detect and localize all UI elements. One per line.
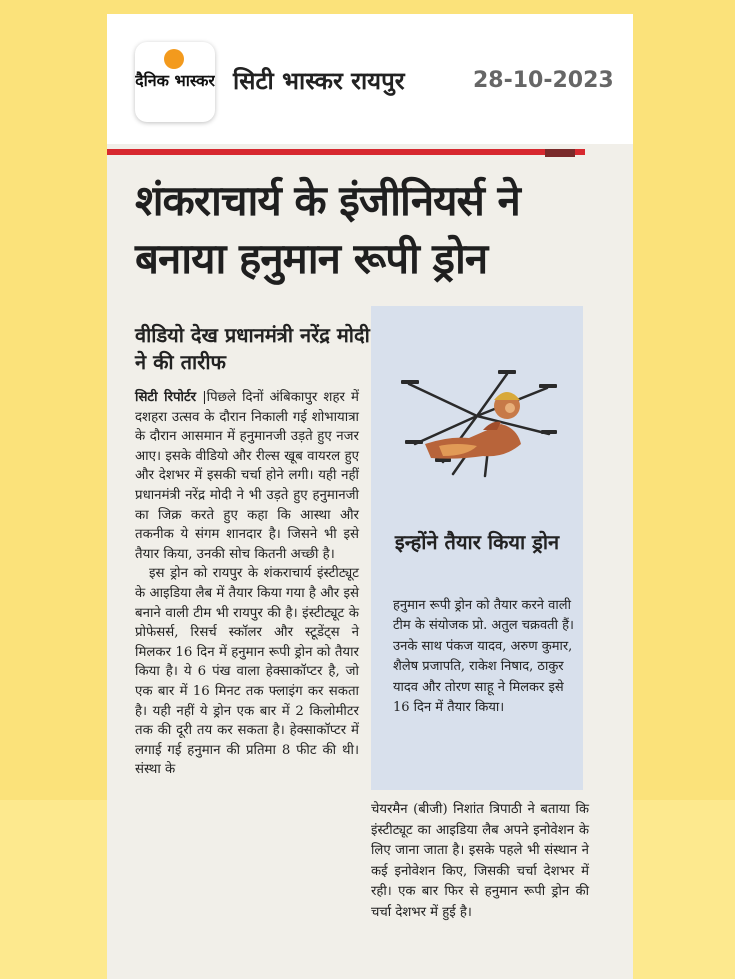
- paragraph-2: इस ड्रोन को रायपुर के शंकराचार्य इंस्टीट्यूट के आइडिया लैब में तैयार किया गया है और इसे बनाने वाली टीम भी रायपुर की है। इंस्टीट्यूट के प्रोफेसर्स, रिसर्च स्कॉलर और स्टूडेंट्स ने मिलकर 16 दिन में हनुमान रूपी ड्रोन को तैयार किया है। ये 6 पंख वाला हेक्साकॉप्टर है, जो एक बार में 16 मिनट तक फ्लाइंग कर सकता है। यही नहीं ये ड्रोन एक बार में 2 किलोमीटर तक की दूरी तय कर सकता है। हेक्साकॉप्टर में लगाई गई हनुमान की प्रतिमा 8 फीट की थी। संस्था के: [135, 566, 359, 778]
- publication-logo[interactable]: [135, 42, 215, 122]
- newspaper-clipping[interactable]: [107, 144, 633, 979]
- rule-tab: [545, 149, 575, 157]
- article-headline: शंकराचार्य के इंजीनियर्स ने बनाया हनुमान रूपी ड्रोन: [135, 176, 520, 283]
- logo-text: दैनिक भास्कर: [135, 71, 215, 90]
- article-subhead: वीडियो देख प्रधानमंत्री नरेंद्र मोदी ने की तारीफ: [135, 323, 370, 374]
- post-card: [107, 14, 633, 979]
- byline: सिटी रिपोर्टर: [135, 390, 197, 405]
- article-body-right: चेयरमैन (बीजी) निशांत त्रिपाठी ने बताया कि इंस्टीट्यूट का आइडिया लैब अपने इनोवेशन के लिए जाना जाता है। इसके पहले भी संस्थान ने कई इनोवेशन किए, जिसकी चर्चा देशभर में रही। एक बार फिर से हनुमान रूपी ड्रोन की चर्चा देशभर में हुई है।: [371, 802, 589, 920]
- sidebar-heading: इन्होंने तैयार किया ड्रोन: [394, 530, 560, 554]
- sun-icon: [164, 49, 184, 69]
- sidebar-body: हनुमान रूपी ड्रोन को तैयार करने वाली टीम के संयोजक प्रो. अतुल चक्रवती हैं। उनके साथ पंकज यादव, अरुण कुमार, शैलेष प्रजापति, राकेश निषाद, ठाकुर यादव और तोरण साहू ने मिलकर इसे 16 दिन में तैयार किया।: [393, 598, 574, 716]
- hanuman-drone-image: [397, 366, 557, 496]
- article-body-left: [135, 388, 359, 780]
- publication-date: 28-10-2023: [473, 68, 614, 93]
- red-rule: [107, 149, 585, 155]
- paragraph-1: |पिछले दिनों अंबिकापुर शहर में दशहरा उत्सव के दौरान निकाली गई शोभायात्रा के दौरान आसमान में हनुमानजी उड़ते हुए नजर आए। इसके वीडियो और रील्स खूब वायरल हुए और देशभर में इसकी चर्चा होने लगी। यही नहीं प्रधानमंत्री नरेंद्र मोदी ने भी उड़ते हुए हनुमानजी का जिक्र करते हुए कहा कि आस्था और तकनीक ये संगम शानदार है। जिसने भी इसे तैयार किया, उनकी सोच कितनी अच्छी है।: [135, 390, 359, 562]
- sidebar-box: [371, 306, 583, 790]
- publication-name[interactable]: सिटी भास्कर रायपुर: [233, 67, 405, 95]
